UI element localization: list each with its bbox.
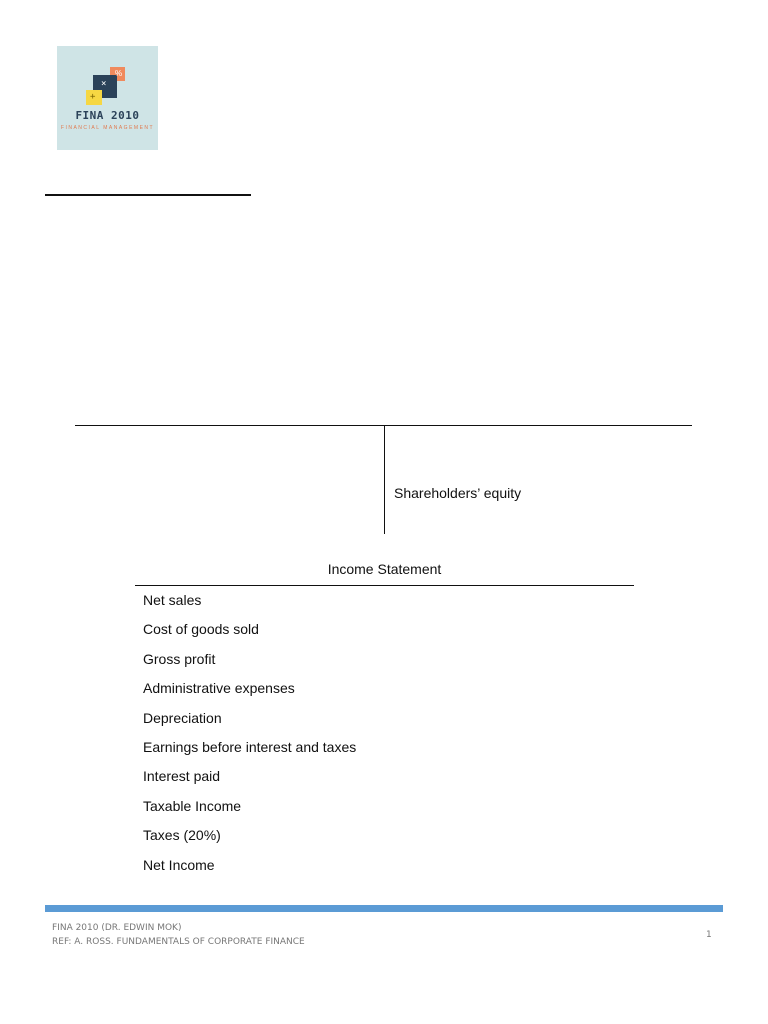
- income-row: Interest paid: [143, 768, 221, 785]
- logo-plus-icon: +: [90, 92, 96, 102]
- logo-title: FINA 2010: [75, 109, 140, 122]
- income-row: Taxable Income: [143, 797, 242, 814]
- course-logo: [57, 46, 158, 150]
- income-row: Gross profit: [143, 650, 216, 667]
- logo-percent-icon: %: [115, 69, 123, 78]
- footer-bar: [45, 905, 723, 912]
- page-number: 1: [706, 930, 712, 940]
- income-row: Net Income: [143, 856, 215, 873]
- income-row: Net sales: [143, 592, 202, 608]
- shareholders-equity-label: Shareholders’ equity: [394, 485, 522, 501]
- footer-reference-line: REF: A. ROSS. FUNDAMENTALS OF CORPORATE FINANCE: [52, 937, 305, 947]
- logo-subtitle: FINANCIAL MANAGEMENT: [60, 125, 155, 131]
- income-row: Administrative expenses: [143, 680, 295, 697]
- income-row: Depreciation: [143, 709, 222, 726]
- income-statement-title: Income Statement: [327, 561, 442, 577]
- income-row: Cost of goods sold: [143, 621, 259, 638]
- income-row: Taxes (20%): [143, 827, 221, 844]
- income-statement-rows: [143, 591, 356, 885]
- income-statement-rule: [135, 585, 634, 586]
- footer-course-line: FINA 2010 (DR. EDWIN MOK): [52, 923, 182, 933]
- heading-underline: [45, 194, 251, 196]
- income-row: Earnings before interest and taxes: [143, 738, 357, 755]
- logo-multiply-icon: ×: [101, 79, 107, 89]
- balance-sheet-divider: [384, 426, 385, 534]
